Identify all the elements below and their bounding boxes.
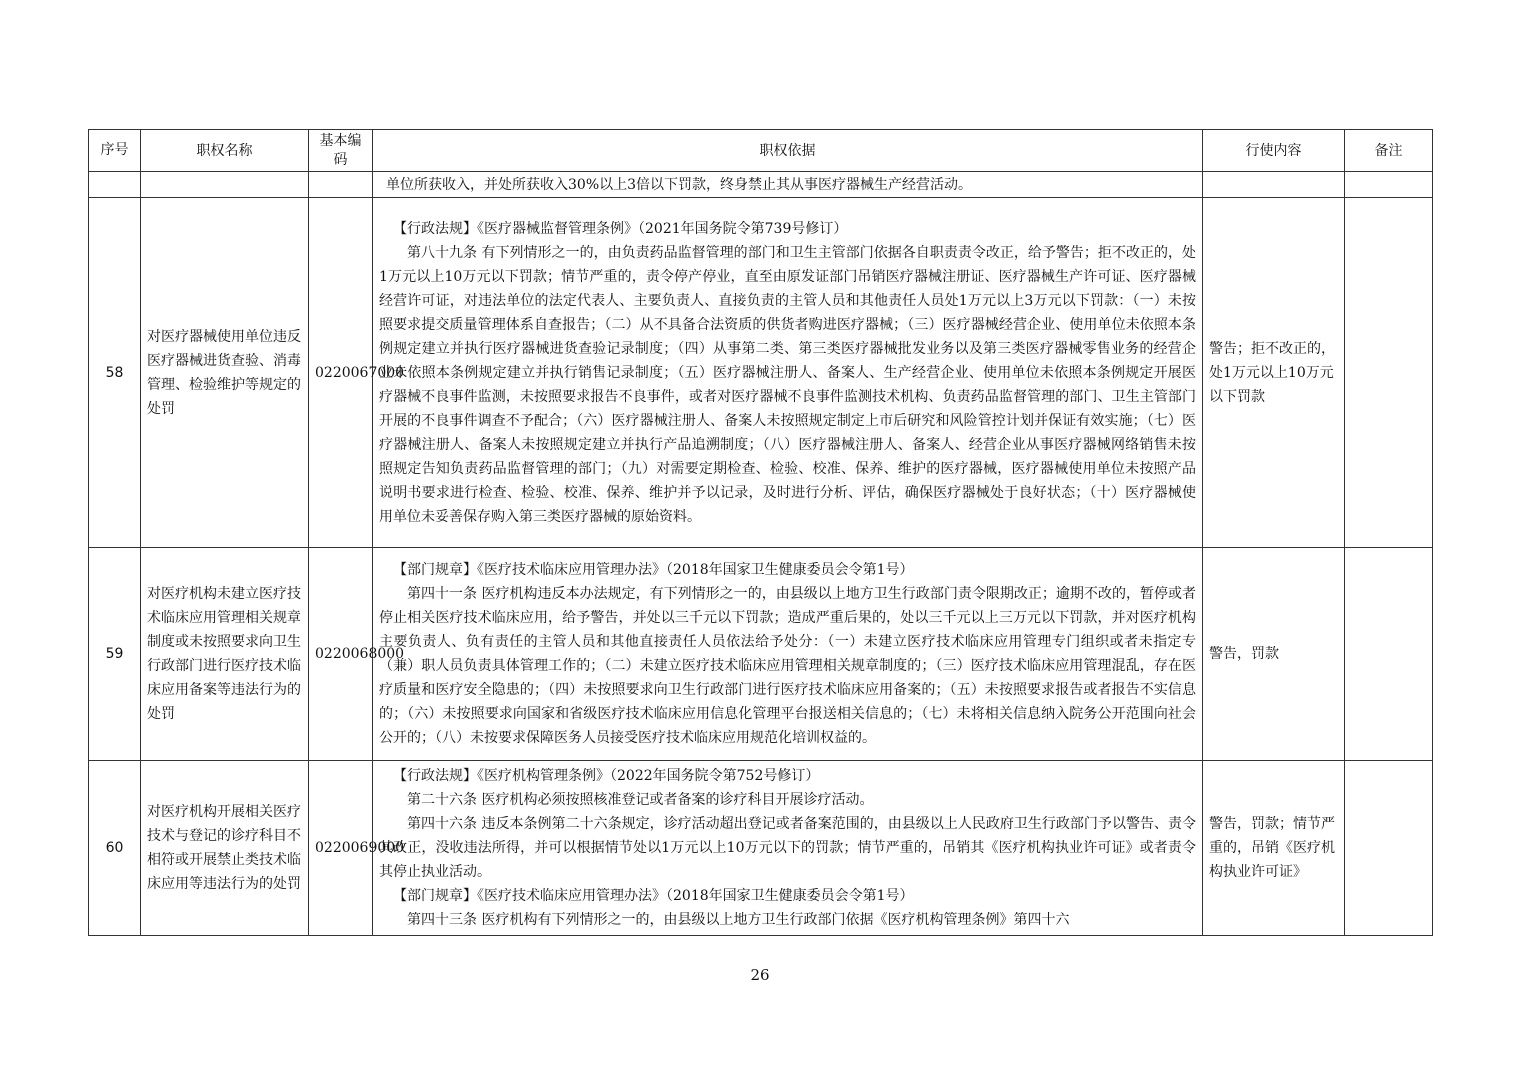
row-name: 对医疗机构未建立医疗技术临床应用管理相关规章制度或未按照要求向卫生行政部门进行医疗技术临床应用备案等违法行为的处罚	[141, 548, 309, 761]
header-seq: 序号	[89, 130, 141, 172]
row-seq: 58	[89, 198, 141, 548]
row-seq: 60	[89, 761, 141, 936]
row-name: 对医疗器械使用单位违反医疗器械进货查验、消毒管理、检验维护等规定的处罚	[141, 198, 309, 548]
continued-row	[89, 172, 1433, 198]
row-note	[1345, 198, 1433, 548]
row-content: 警告；拒不改正的，处1万元以上10万元以下罚款	[1203, 198, 1345, 548]
table-row	[89, 548, 1433, 761]
row-code: 0220068000	[309, 548, 373, 761]
row-basis: 【行政法规】《医疗器械监督管理条例》（2021年国务院令第739号修订） 第八十九条 有下列情形之一的，由负责药品监督管理的部门和卫生主管部门依据各自职责责令改正，给予警告；拒不改正的，处1万元以上10万元以下罚款；情节严重的，责令停产停业，直至由原发证部门吊销医疗器械注册证、医疗器械生产许可证、医疗器械经营许可证，对违法单位的法定代表人、主要负责人、直接负责的主管人员和其他责任人员处1万元以上3万元以下罚款：（一）未按照要求提交质量管理体系自查报告；（二）从不具备合法资质的供货者购进医疗器械；（三）医疗器械经营企业、使用单位未依照本条例规定建立并执行医疗器械进货查验记录制度；（四）从事第二类、第三类医疗器械批发业务以及第三类医疗器械零售业务的经营企业未依照本条例规定建立并执行销售记录制度；（五）医疗器械注册人、备案人、生产经营企业、使用单位未依照本条例规定开展医疗器械不良事件监测，未按照要求报告不良事件，或者对医疗器械不良事件监测技术机构、负责药品监督管理的部门、卫生主管部门开展的不良事件调查不予配合；（六）医疗器械注册人、备案人未按照规定制定上市后研究和风险管控计划并保证有效实施；（七）医疗器械注册人、备案人未按照规定建立并执行产品追溯制度；（八）医疗器械注册人、备案人、经营企业从事医疗器械网络销售未按照规定告知负责药品监督管理的部门；（九）对需要定期检查、检验、校准、保养、维护的医疗器械，医疗器械使用单位未按照产品说明书要求进行检查、检验、校准、保养、维护并予以记录，及时进行分析、评估，确保医疗器械处于良好状态；（十）医疗器械使用单位未妥善保存购入第三类医疗器械的原始资料。	[373, 198, 1203, 548]
header-basis: 职权依据	[373, 130, 1203, 172]
row-basis: 【部门规章】《医疗技术临床应用管理办法》（2018年国家卫生健康委员会令第1号） 第四十一条 医疗机构违反本办法规定，有下列情形之一的，由县级以上地方卫生行政部门责令限期改正；逾期不改的，暂停或者停止相关医疗技术临床应用，给予警告，并处以三千元以下罚款；造成严重后果的，处以三千元以上三万元以下罚款，并对医疗机构主要负责人、负有责任的主管人员和其他直接责任人员依法给予处分：（一）未建立医疗技术临床应用管理专门组织或者未指定专（兼）职人员负责具体管理工作的；（二）未建立医疗技术临床应用管理相关规章制度的；（三）医疗技术临床应用管理混乱，存在医疗质量和医疗安全隐患的；（四）未按照要求向卫生行政部门进行医疗技术临床应用备案的；（五）未按照要求报告或者报告不实信息的；（六）未按照要求向国家和省级医疗技术临床应用信息化管理平台报送相关信息的；（七）未将相关信息纳入院务公开范围向社会公开的；（八）未按要求保障医务人员接受医疗技术临床应用规范化培训权益的。	[373, 548, 1203, 761]
row-name: 对医疗机构开展相关医疗技术与登记的诊疗科目不相符或开展禁止类技术临床应用等违法行为的处罚	[141, 761, 309, 936]
row-basis: 【行政法规】《医疗机构管理条例》（2022年国务院令第752号修订） 第二十六条 医疗机构必须按照核准登记或者备案的诊疗科目开展诊疗活动。 第四十六条 违反本条例第二十六条规定，诊疗活动超出登记或者备案范围的，由县级以上人民政府卫生行政部门予以警告、责令其改正，没收违法所得，并可以根据情节处以1万元以上10万元以下的罚款；情节严重的，吊销其《医疗机构执业许可证》或者责令其停止执业活动。 【部门规章】《医疗技术临床应用管理办法》（2018年国家卫生健康委员会令第1号） 第四十三条 医疗机构有下列情形之一的，由县级以上地方卫生行政部门依据《医疗机构管理条例》第四十六	[373, 761, 1203, 936]
header-code: 基本编码	[309, 130, 373, 172]
row-code: 0220067000	[309, 198, 373, 548]
header-note: 备注	[1345, 130, 1433, 172]
row-content: 警告，罚款	[1203, 548, 1345, 761]
header-content: 行使内容	[1203, 130, 1345, 172]
row-content: 警告，罚款；情节严重的，吊销《医疗机构执业许可证》	[1203, 761, 1345, 936]
row-code: 0220069000	[309, 761, 373, 936]
row-seq: 59	[89, 548, 141, 761]
header-row	[89, 130, 1433, 172]
row-note	[1345, 761, 1433, 936]
authority-table	[88, 129, 1433, 936]
continued-basis-text: 单位所获收入，并处所获收入30%以上3倍以下罚款，终身禁止其从事医疗器械生产经营活动。	[386, 176, 973, 193]
page-number: 26	[750, 966, 770, 984]
header-name: 职权名称	[141, 130, 309, 172]
table-row	[89, 198, 1433, 548]
row-note	[1345, 548, 1433, 761]
table-row	[89, 761, 1433, 936]
